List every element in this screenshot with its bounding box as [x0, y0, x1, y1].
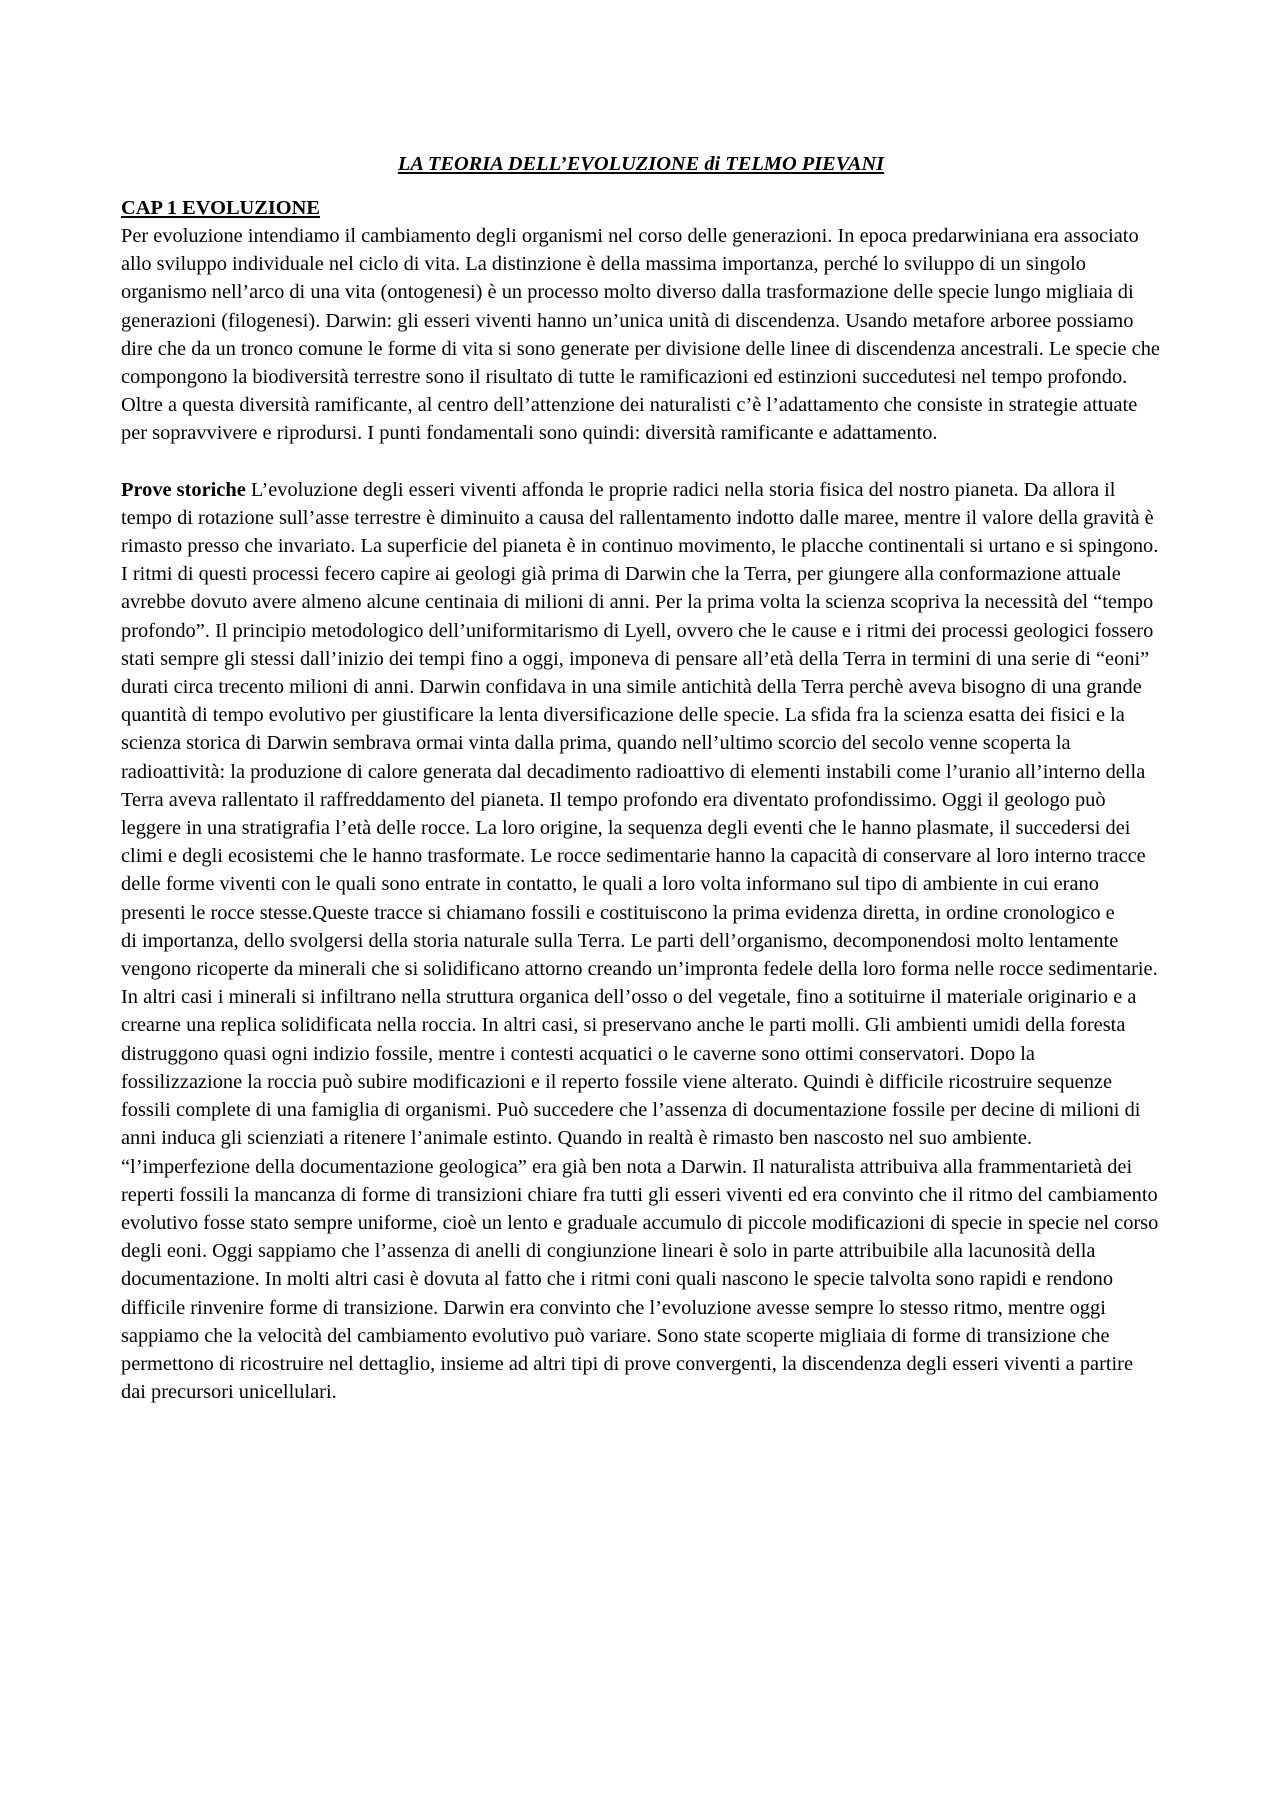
- paragraph-text: L’evoluzione degli esseri viventi affonda le proprie radici nella storia fisica del nostro pianeta. Da allora il tempo di rotazione sull’asse terrestre è diminuito a causa del rallentamento indotto dalle maree, mentre il valore della gravità è rimasto presso che invariato. La superficie del pianeta è in continuo movimento, le placche continentali si urtano e si spingono. I ritmi di questi processi fecero capire ai geologi già prima di Darwin che la Terra, per giungere alla conformazione attuale avrebbe dovuto avere almeno alcune centinaia di milioni di anni. Per la prima volta la scienza scopriva la necessità del “tempo profondo”. Il principio metodologico dell’uniformitarismo di Lyell, ovvero che le cause e i ritmi dei processi geologici fossero stati sempre gli stessi dall’inizio dei tempi fino a oggi, imponeva di pensare all’età della Terra in termini di una serie di “eoni” durati circa trecento milioni di anni. Darwin confidava in una simile antichità della Terra perchè aveva bisogno di una grande quantità di tempo evolutivo per giustificare la lenta diversificazione delle specie. La sfida fra la scienza esatta dei fisici e la scienza storica di Darwin sembrava ormai vinta dalla prima, quando nell’ultimo scorcio del secolo venne scoperta la radioattività: la produzione di calore generata dal decadimento radioattivo di elementi instabili come l’uranio all’interno della Terra aveva rallentato il raffreddamento del pianeta. Il tempo profondo era diventato profondissimo. Oggi il geologo può leggere in una stratigrafia l’età delle rocce. La loro origine, la sequenza degli eventi che le hanno plasmate, il succedersi dei climi e degli ecosistemi che le hanno trasformate. Le rocce sedimentarie hanno la capacità di conservare al loro interno tracce delle forme viventi con le quali sono entrate in contatto, le quali a loro volta informano sul tipo di ambiente in cui erano presenti le rocce stesse.Queste tracce si chiamano fossili e costituiscono la prima evidenza diretta, in ordine cronologico e: [121, 478, 1159, 924]
- document-title: LA TEORIA DELL’EVOLUZIONE di TELMO PIEVANI: [397, 153, 885, 175]
- paragraph-continuation: di importanza, dello svolgersi della storia naturale sulla Terra. Le parti dell’organismo, decomponendosi molto lentamente vengono ricoperte da minerali che si solidificano attorno creando un’impronta fedele della loro forma nelle rocce sedimentarie. In altri casi i minerali si infiltrano nella struttura organica dell’osso o del vegetale, fino a sotituirne il materiale originario e a crearne una replica solidificata nella roccia. In altri casi, si preservano anche le parti molli. Gli ambienti umidi della foresta distruggono quasi ogni indizio fossile, mentre i contesti acquatici o le caverne sono ottimi conservatori. Dopo la fossilizzazione la roccia può subire modificazioni e il reperto fossile viene alterato. Quindi è difficile ricostruire sequenze fossili complete di una famiglia di organismi. Può succedere che l’assenza di documentazione fossile per decine di milioni di anni induca gli scienziati a ritenere l’animale estinto. Quando in realtà è rimasto ben nascosto nel suo ambiente. “l’imperfezione della documentazione geologica” era già ben nota a Darwin. Il naturalista attribuiva alla frammentarietà dei reperti fossili la mancanza di forme di transizioni chiare fra tutti gli esseri viventi ed era convinto che il ritmo del cambiamento evolutivo fosse stato sempre uniforme, cioè un lento e graduale accumulo di piccole modificazioni di specie in specie nel corso degli eoni. Oggi sappiamo che l’assenza di anelli di congiunzione lineari è solo in parte attribuibile alla lacunosità della documentazione. In molti altri casi è dovuta al fatto che i ritmi coni quali nascono le specie talvolta sono rapidi e rendono difficile rinvenire forme di transizione. Darwin era convinto che l’evoluzione avesse sempre lo stesso ritmo, mentre oggi sappiamo che la velocità del cambiamento evolutivo può variare. Sono state scoperte migliaia di forme di transizione che permettono di ricostruire nel dettaglio, insieme ad altri tipi di prove convergenti, la discendenza degli esseri viventi a partire dai precursori unicellulari.: [121, 929, 1159, 1404]
- paragraph-lead: Prove storiche: [121, 478, 246, 501]
- paragraph-prove-storiche: [121, 476, 1161, 927]
- document-body: [121, 150, 1161, 1406]
- paragraph-text: Per evoluzione intendiamo il cambiamento degli organismi nel corso delle generazioni. In epoca predarwiniana era associato allo sviluppo individuale nel ciclo di vita. La distinzione è della massima importanza, perché lo sviluppo di un singolo organismo nell’arco di una vita (ontogenesi) è un processo molto diverso dalla trasformazione delle specie lungo migliaia di generazioni (filogenesi). Darwin: gli esseri viventi hanno un’unica unità di discendenza. Usando metafore arboree possiamo dire che da un tronco comune le forme di vita si sono generate per divisione delle linee di discendenza ancestrali. Le specie che compongono la biodiversità terrestre sono il risultato di tutte le ramificazioni ed estinzioni succedutesi nel tempo profondo. Oltre a questa diversità ramificante, al centro dell’attenzione dei naturalisti c’è l’adattamento che consiste in strategie attuate per sopravvivere e riprodursi. I punti fondamentali sono quindi: diversità ramificante e adattamento.: [121, 225, 1160, 445]
- paragraph-evoluzione: [121, 222, 1161, 448]
- section-heading: CAP 1 EVOLUZIONE: [121, 197, 320, 219]
